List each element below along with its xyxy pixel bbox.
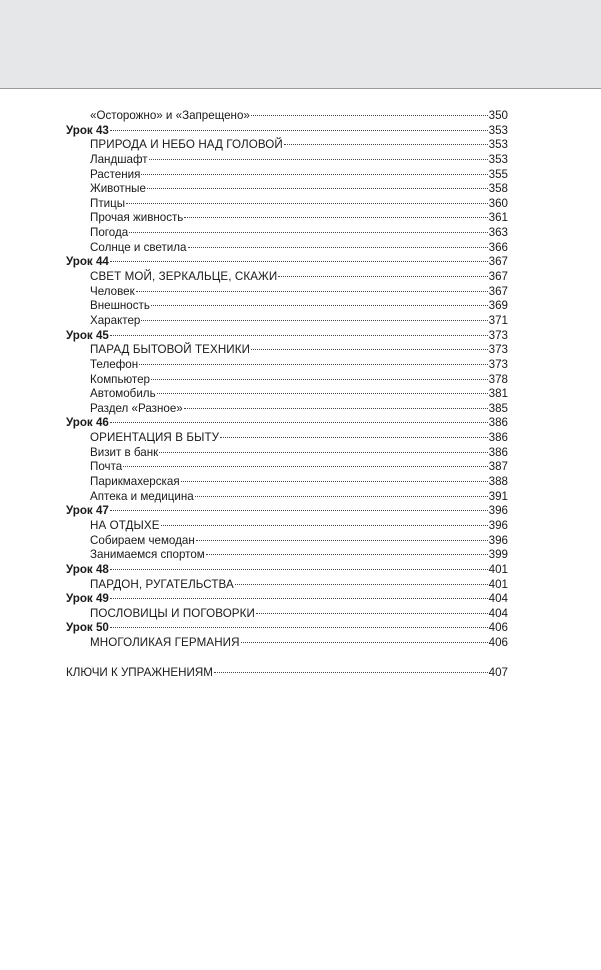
toc-page-number: 406: [488, 636, 508, 650]
table-of-contents: [66, 109, 508, 680]
toc-entry-title: Почта: [90, 460, 123, 474]
toc-entry-row: [66, 534, 508, 549]
toc-page-number: 353: [488, 123, 508, 137]
toc-page-number: 385: [488, 401, 508, 415]
dot-leader: [220, 437, 488, 438]
toc-entry-row: [66, 314, 508, 329]
toc-section-heading-row: [66, 343, 508, 358]
toc-entry-title: Урок 48: [66, 562, 109, 576]
toc-entry-title: Характер: [90, 313, 141, 327]
dot-leader: [141, 320, 487, 321]
toc-page-number: 373: [488, 357, 508, 371]
toc-page-number: 369: [488, 299, 508, 313]
toc-lesson-row: [66, 504, 508, 519]
dot-leader: [149, 159, 488, 160]
toc-keys-row: [66, 666, 508, 681]
toc-page-number: 355: [488, 167, 508, 181]
dot-leader: [110, 627, 488, 628]
toc-entry-title: ПАРДОН, РУГАТЕЛЬСТВА: [90, 577, 234, 591]
dot-leader: [110, 598, 488, 599]
toc-entry-title: ПОСЛОВИЦЫ И ПОГОВОРКИ: [90, 606, 255, 620]
toc-entry-title: Урок 47: [66, 504, 109, 518]
dot-leader: [110, 335, 488, 336]
toc-lesson-row: [66, 592, 508, 607]
toc-entry-title: Прочая живность: [90, 211, 184, 225]
dot-leader: [139, 364, 488, 365]
toc-lesson-row: [66, 255, 508, 270]
toc-entry-title: Аптека и медицина: [90, 489, 194, 503]
toc-entry-title: Человек: [90, 284, 135, 298]
toc-entry-row: [66, 402, 508, 417]
toc-entry-title: Визит в банк: [90, 445, 159, 459]
toc-page-number: 404: [488, 592, 508, 606]
toc-entry-title: Телефон: [90, 357, 139, 371]
dot-leader: [188, 247, 488, 248]
toc-entry-row: [66, 168, 508, 183]
toc-entry-title: Собираем чемодан: [90, 533, 195, 547]
toc-entry-title: Урок 46: [66, 416, 109, 430]
toc-section-heading-row: [66, 607, 508, 622]
dot-leader: [161, 525, 488, 526]
toc-entry-title: Солнце и светила: [90, 240, 187, 254]
toc-entry-title: НА ОТДЫХЕ: [90, 518, 160, 532]
toc-page-number: 386: [488, 445, 508, 459]
dot-leader: [159, 452, 487, 453]
toc-entry-title: Урок 45: [66, 328, 109, 342]
toc-page-number: 401: [488, 577, 508, 591]
toc-entry-row: [66, 226, 508, 241]
toc-entry-title: Урок 49: [66, 592, 109, 606]
toc-entry-row: [66, 460, 508, 475]
toc-page-number: 371: [488, 313, 508, 327]
toc-page-number: 353: [488, 152, 508, 166]
toc-page-number: 367: [488, 284, 508, 298]
toc-page-number: 367: [488, 255, 508, 269]
toc-entry-title: Внешность: [90, 299, 150, 313]
dot-leader: [110, 422, 488, 423]
toc-section-heading-row: [66, 636, 508, 651]
toc-entry-row: [66, 548, 508, 563]
toc-entry-row: [66, 387, 508, 402]
toc-page-number: 366: [488, 240, 508, 254]
toc-section-heading-row: [66, 431, 508, 446]
toc-section-heading-row: [66, 519, 508, 534]
toc-page-number: 406: [488, 621, 508, 635]
toc-page-number: 386: [488, 431, 508, 445]
toc-entry-title: Урок 44: [66, 255, 109, 269]
toc-page-number: 373: [488, 328, 508, 342]
toc-page-number: 401: [488, 562, 508, 576]
toc-section-heading-row: [66, 578, 508, 593]
dot-leader: [251, 115, 488, 116]
toc-page-number: 391: [488, 489, 508, 503]
toc-page-number: 404: [488, 606, 508, 620]
dot-leader: [241, 642, 488, 643]
toc-page-number: 396: [488, 504, 508, 518]
toc-entry-row: [66, 182, 508, 197]
toc-page-number: 396: [488, 518, 508, 532]
page-header-band: [0, 0, 601, 89]
dot-leader: [151, 379, 488, 380]
dot-leader: [136, 291, 488, 292]
toc-entry-row: [66, 109, 508, 124]
toc-entry-title: Урок 50: [66, 621, 109, 635]
toc-entry-title: Погода: [90, 226, 129, 240]
toc-page-number: 381: [488, 387, 508, 401]
toc-entry-title: МНОГОЛИКАЯ ГЕРМАНИЯ: [90, 636, 240, 650]
toc-page-number: 388: [488, 475, 508, 489]
toc-lesson-row: [66, 124, 508, 139]
toc-entry-title: Растения: [90, 167, 141, 181]
toc-entry-title: Компьютер: [90, 372, 151, 386]
dot-leader: [141, 174, 487, 175]
dot-leader: [235, 584, 488, 585]
dot-leader: [184, 408, 488, 409]
toc-page-number: 386: [488, 416, 508, 430]
toc-entry-title: Раздел «Разное»: [90, 401, 183, 415]
toc-entry-row: [66, 299, 508, 314]
toc-entry-row: [66, 153, 508, 168]
dot-leader: [151, 305, 488, 306]
toc-page-number: 361: [488, 211, 508, 225]
toc-entry-title: Урок 43: [66, 123, 109, 137]
toc-lesson-row: [66, 563, 508, 578]
toc-lesson-row: [66, 329, 508, 344]
toc-entry-title: Ландшафт: [90, 152, 148, 166]
dot-leader: [184, 217, 487, 218]
toc-entry-title: Птицы: [90, 196, 126, 210]
toc-entry-title: Парикмахерская: [90, 475, 180, 489]
dot-leader: [157, 393, 488, 394]
dot-leader: [214, 672, 488, 673]
toc-entry-row: [66, 197, 508, 212]
toc-entry-title: «Осторожно» и «Запрещено»: [90, 109, 250, 122]
dot-leader: [129, 232, 487, 233]
dot-leader: [123, 466, 487, 467]
toc-entry-row: [66, 373, 508, 388]
toc-page-number: 373: [488, 343, 508, 357]
toc-lesson-row: [66, 416, 508, 431]
toc-entry-title: Занимаемся спортом: [90, 548, 205, 562]
toc-entry-row: [66, 475, 508, 490]
dot-leader: [278, 276, 487, 277]
dot-leader: [110, 510, 488, 511]
toc-section-heading-row: [66, 138, 508, 153]
toc-page-number: 396: [488, 533, 508, 547]
toc-entry-row: [66, 211, 508, 226]
toc-page-number: 407: [488, 665, 508, 679]
toc-section-heading-row: [66, 270, 508, 285]
dot-leader: [110, 261, 488, 262]
dot-leader: [206, 554, 488, 555]
dot-leader: [181, 481, 488, 482]
dot-leader: [196, 540, 488, 541]
dot-leader: [251, 349, 488, 350]
toc-entry-title: СВЕТ МОЙ, ЗЕРКАЛЬЦЕ, СКАЖИ: [90, 270, 278, 284]
toc-page-number: 378: [488, 372, 508, 386]
toc-page-number: 399: [488, 548, 508, 562]
dot-leader: [110, 130, 488, 131]
toc-page-number: 363: [488, 226, 508, 240]
dot-leader: [284, 144, 488, 145]
toc-entry-title: ПАРАД БЫТОВОЙ ТЕХНИКИ: [90, 343, 251, 357]
toc-page-number: 360: [488, 196, 508, 210]
dot-leader: [147, 188, 488, 189]
dot-leader: [195, 496, 488, 497]
toc-entry-title: Автомобиль: [90, 387, 156, 401]
toc-entry-row: [66, 490, 508, 505]
dot-leader: [110, 569, 488, 570]
toc-lesson-row: [66, 621, 508, 636]
toc-entry-row: [66, 241, 508, 256]
toc-page-number: 367: [488, 270, 508, 284]
toc-entry-title: ОРИЕНТАЦИЯ В БЫТУ: [90, 431, 220, 445]
toc-entry-title: КЛЮЧИ К УПРАЖНЕНИЯМ: [66, 665, 213, 679]
toc-entry-row: [66, 358, 508, 373]
toc-entry-title: ПРИРОДА И НЕБО НАД ГОЛОВОЙ: [90, 138, 283, 152]
toc-entry-title: Животные: [90, 182, 146, 196]
dot-leader: [126, 203, 488, 204]
toc-page-number: 350: [488, 109, 508, 122]
dot-leader: [256, 613, 488, 614]
toc-page-number: 358: [488, 182, 508, 196]
toc-entry-row: [66, 285, 508, 300]
toc-page-number: 353: [488, 138, 508, 152]
toc-entry-row: [66, 446, 508, 461]
toc-page-number: 387: [488, 460, 508, 474]
